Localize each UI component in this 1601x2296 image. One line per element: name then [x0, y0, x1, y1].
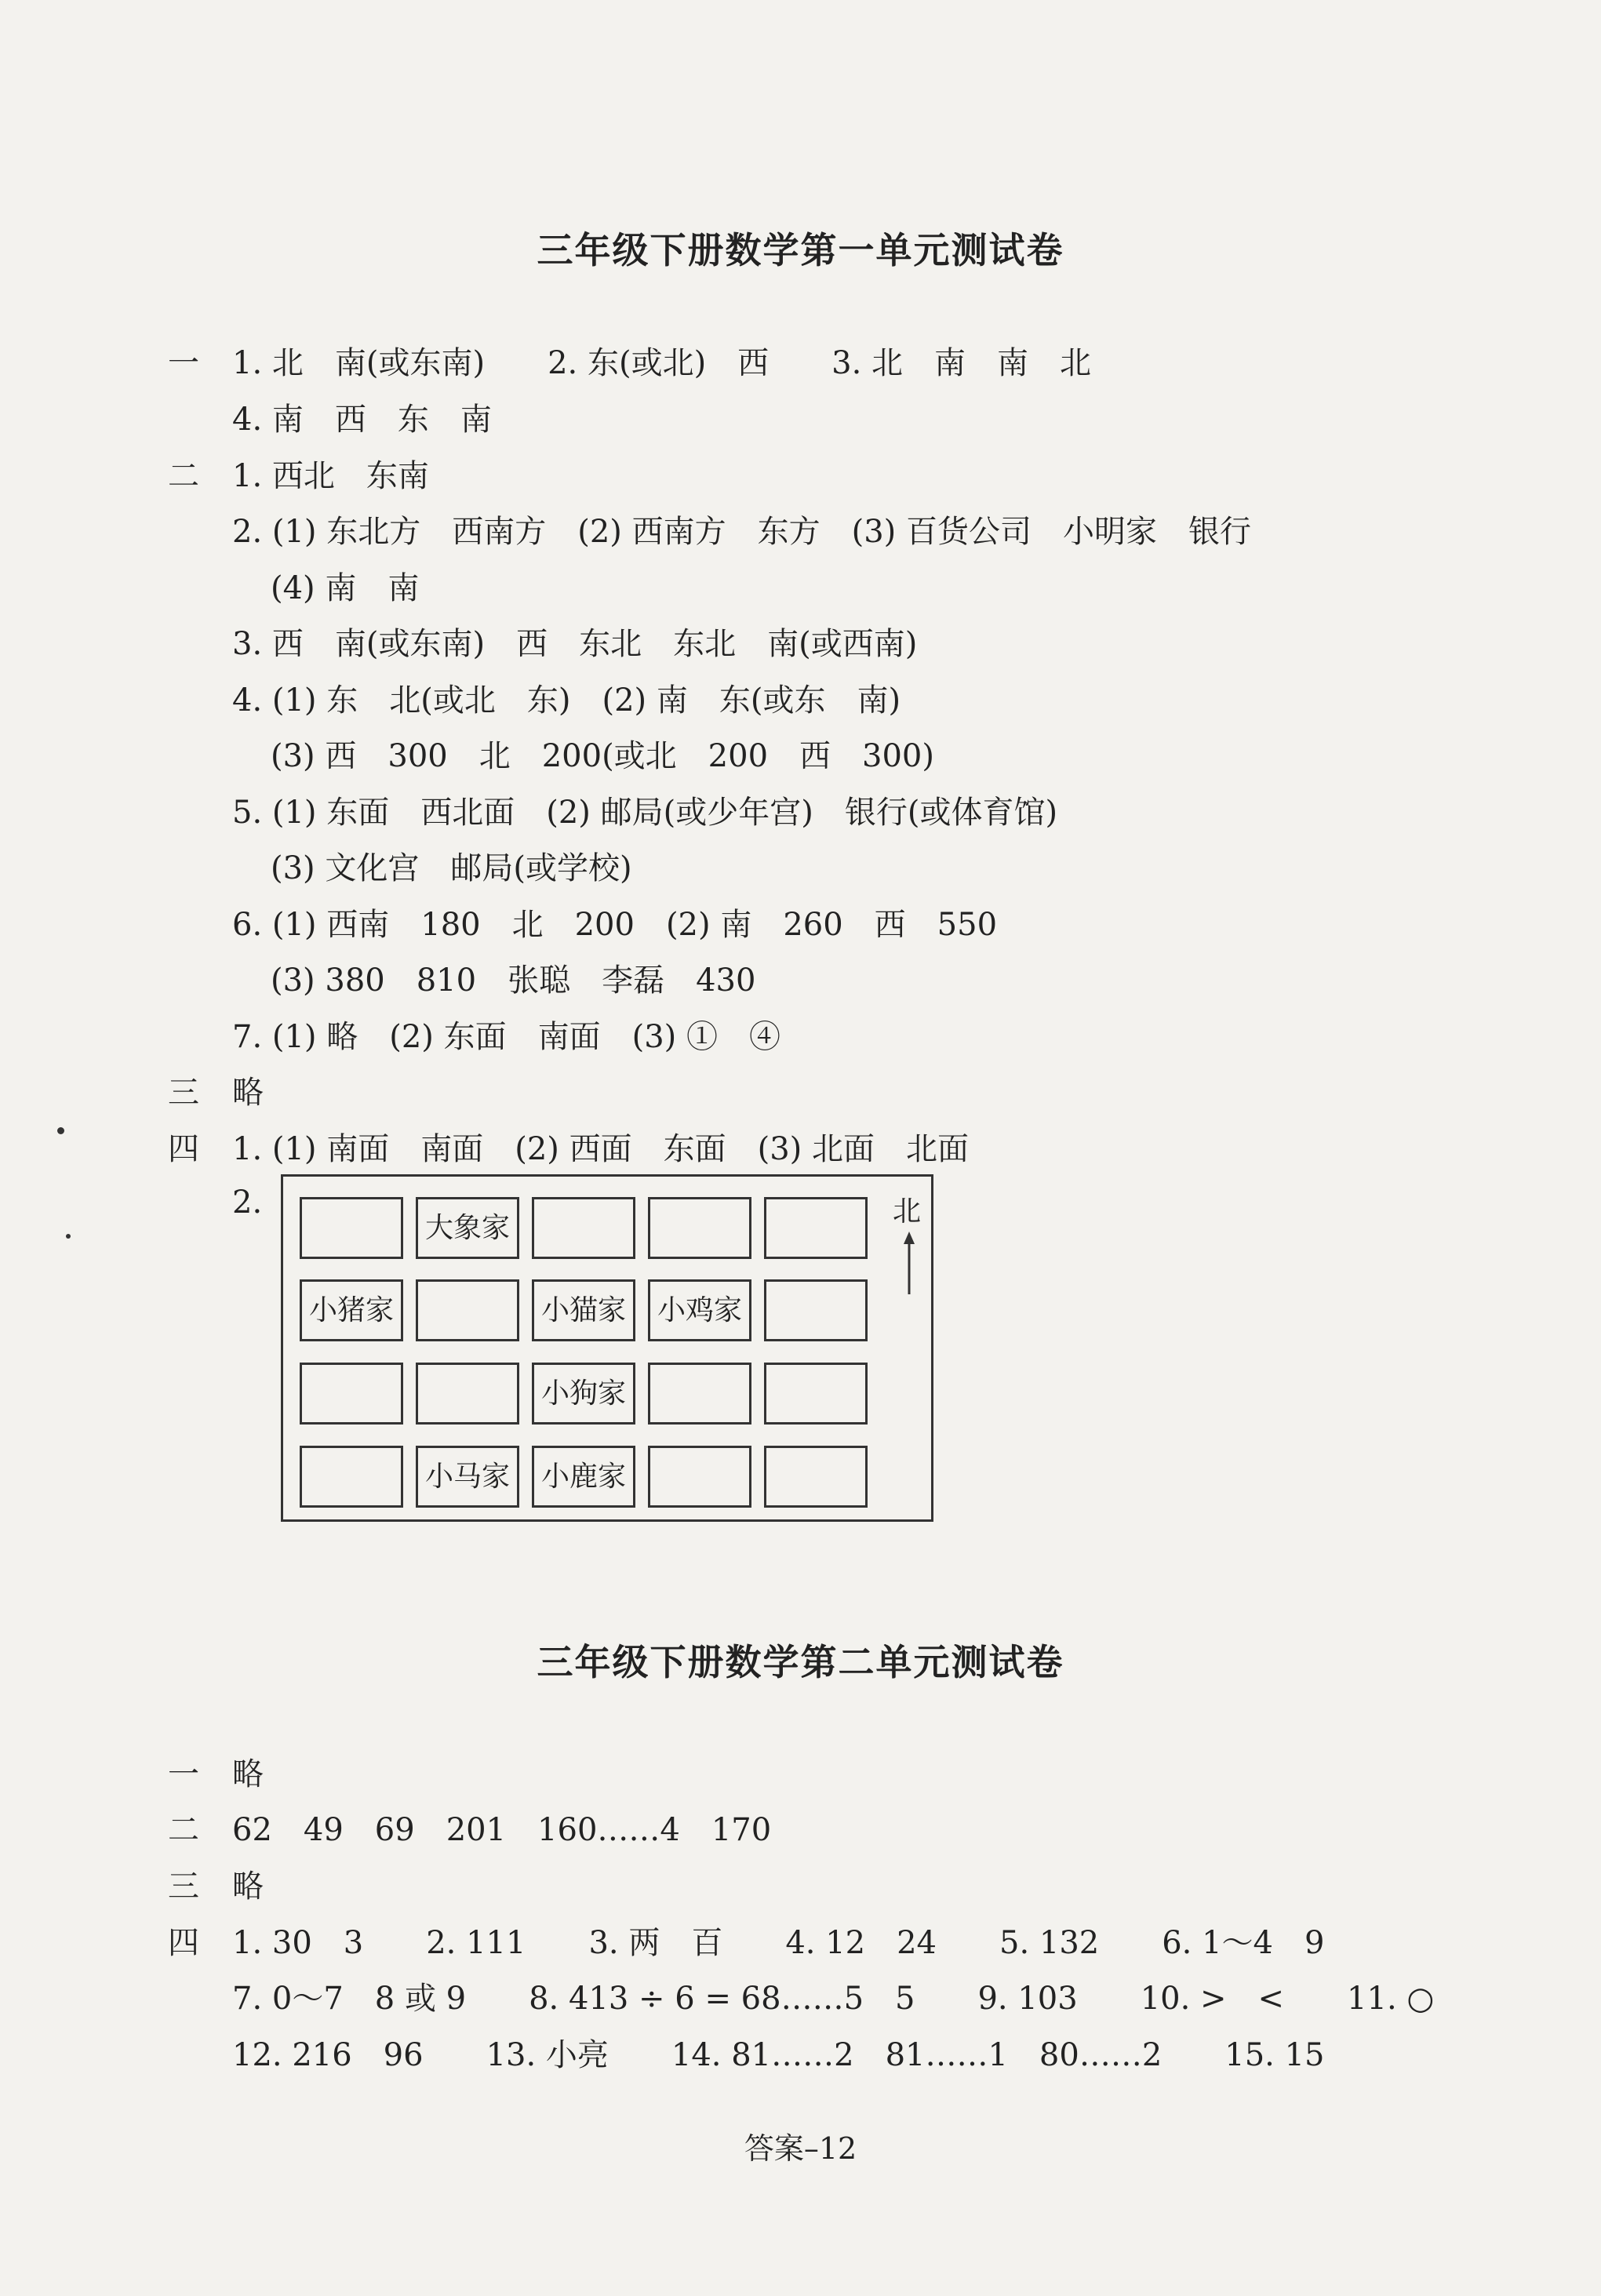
section-mark: 一	[168, 345, 199, 381]
map-cell	[532, 1197, 635, 1259]
map-cell: 大象家	[416, 1197, 519, 1259]
map-cell	[764, 1279, 868, 1341]
answer-line: 1. 西北 东南	[232, 458, 429, 494]
map-cell	[764, 1363, 868, 1425]
north-label: 北	[893, 1195, 922, 1228]
map-cell: 小猫家	[532, 1279, 635, 1341]
answer-line: 1. 北 南(或东南) 2. 东(或北) 西 3. 北 南 南 北	[232, 345, 1092, 381]
map-cell	[764, 1446, 868, 1508]
section-mark: 三	[168, 1075, 199, 1111]
map-cell	[300, 1446, 403, 1508]
answer-line: 略	[232, 1075, 264, 1111]
answer-line: 7. 0～7 8 或 9 8. 413 ÷ 6 = 68……5 5 9. 103 10. > < 11. ○	[232, 1981, 1435, 2017]
page-footer: 答案–12	[744, 2131, 857, 2166]
map-cell: 小猪家	[300, 1279, 403, 1341]
answer-line: 2. (1) 东北方 西南方 (2) 西南方 东方 (3) 百货公司 小明家 银行	[232, 514, 1252, 550]
unit2-title: 三年级下册数学第二单元测试卷	[537, 1641, 1064, 1683]
page-speck	[57, 1127, 64, 1134]
section-mark: 二	[168, 458, 199, 494]
answer-line: 4. 南 西 东 南	[232, 402, 492, 438]
section-mark: 一	[168, 1756, 199, 1792]
map-cell	[416, 1363, 519, 1425]
map-cell	[300, 1363, 403, 1425]
answer-line: (3) 380 810 张聪 李磊 430	[271, 962, 756, 999]
location-map	[281, 1174, 933, 1522]
answer-line: 6. (1) 西南 180 北 200 (2) 南 260 西 550	[232, 907, 998, 943]
answer-line: 3. 西 南(或东南) 西 东北 东北 南(或西南)	[232, 626, 918, 662]
answer-line: 12. 216 96 13. 小亮 14. 81……2 81……1 80……2 15. 15	[232, 2037, 1325, 2073]
page-speck	[66, 1234, 71, 1239]
map-cell: 小狗家	[532, 1363, 635, 1425]
answer-line: (4) 南 南	[271, 570, 420, 606]
map-cell: 小鸡家	[648, 1279, 751, 1341]
map-cell	[648, 1197, 751, 1259]
map-cell: 小马家	[416, 1446, 519, 1508]
map-cell	[416, 1279, 519, 1341]
answer-line: (3) 西 300 北 200(或北 200 西 300)	[271, 738, 934, 774]
map-cell	[764, 1197, 868, 1259]
answer-line: 5. (1) 东面 西北面 (2) 邮局(或少年宫) 银行(或体育馆)	[232, 795, 1058, 831]
section-mark: 四	[168, 1925, 199, 1961]
map-cell	[300, 1197, 403, 1259]
map-cell	[648, 1363, 751, 1425]
answer-line: (3) 文化宫 邮局(或学校)	[271, 850, 632, 886]
unit1-title: 三年级下册数学第一单元测试卷	[537, 229, 1064, 271]
map-cell	[648, 1446, 751, 1508]
answer-line: 1. (1) 南面 南面 (2) 西面 东面 (3) 北面 北面	[232, 1131, 970, 1167]
answer-line: 4. (1) 东 北(或北 东) (2) 南 东(或东 南)	[232, 682, 901, 719]
answer-line: 62 49 69 201 160……4 170	[232, 1812, 772, 1848]
answer-line: 略	[232, 1868, 264, 1905]
map-cell: 小鹿家	[532, 1446, 635, 1508]
answer-line: 2.	[232, 1184, 263, 1221]
section-mark: 二	[168, 1812, 199, 1848]
section-mark: 三	[168, 1868, 199, 1905]
answer-line: 略	[232, 1756, 264, 1792]
north-arrow-icon	[900, 1232, 919, 1294]
section-mark: 四	[168, 1131, 199, 1167]
answer-line: 1. 30 3 2. 111 3. 两 百 4. 12 24 5. 132 6. 1～4 9	[232, 1925, 1325, 1961]
answer-line: 7. (1) 略 (2) 东面 南面 (3) ① ④	[232, 1019, 781, 1055]
